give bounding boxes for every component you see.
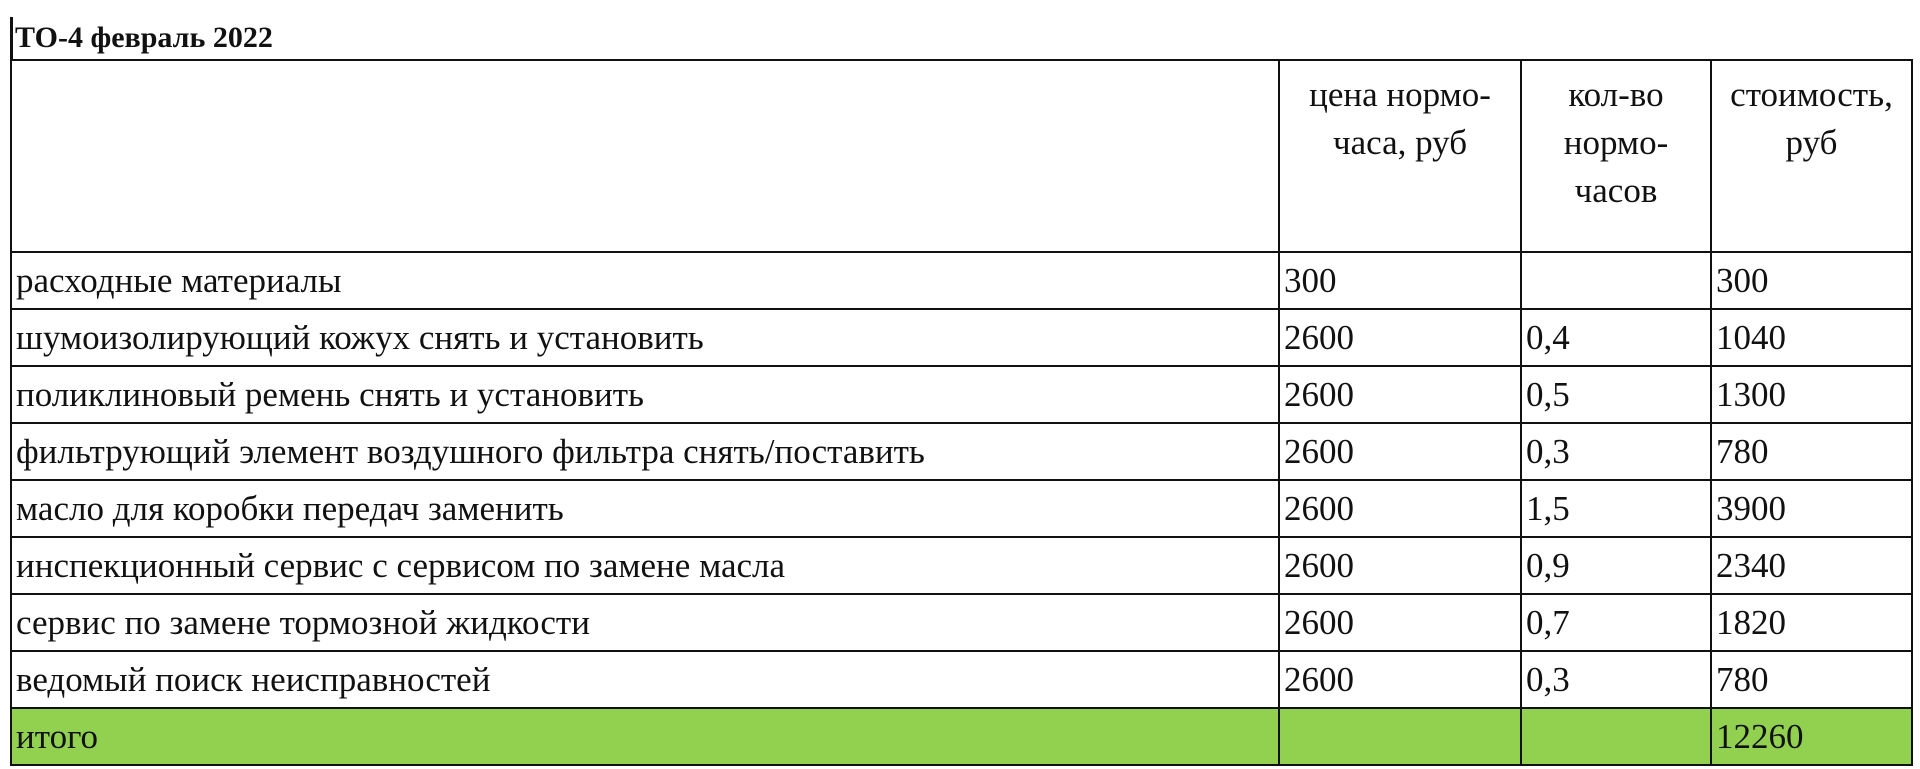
header-cell-price[interactable]: цена нормо-часа, руб — [1279, 60, 1521, 252]
table-row — [11, 309, 1912, 366]
header-cell-description[interactable] — [11, 60, 1279, 252]
table-row — [11, 366, 1912, 423]
cell-price[interactable]: 2600 — [1279, 309, 1521, 366]
cell-hours[interactable]: 0,3 — [1521, 423, 1711, 480]
cell-price[interactable]: 2600 — [1279, 651, 1521, 708]
cell-name[interactable]: ведомый поиск неисправностей — [11, 651, 1279, 708]
cell-name[interactable]: масло для коробки передач заменить — [11, 480, 1279, 537]
total-hours-cell[interactable] — [1521, 708, 1711, 765]
cell-price[interactable]: 2600 — [1279, 480, 1521, 537]
cell-name[interactable]: инспекционный сервис с сервисом по замене масла — [11, 537, 1279, 594]
cell-hours[interactable]: 0,9 — [1521, 537, 1711, 594]
header-cell-cost[interactable]: стоимость, руб — [1711, 60, 1912, 252]
cell-cost[interactable]: 3900 — [1711, 480, 1912, 537]
cell-price[interactable]: 2600 — [1279, 423, 1521, 480]
cell-cost[interactable]: 1300 — [1711, 366, 1912, 423]
table-row — [11, 480, 1912, 537]
cell-cost[interactable]: 1040 — [1711, 309, 1912, 366]
cell-hours[interactable]: 0,4 — [1521, 309, 1711, 366]
table-row — [11, 423, 1912, 480]
total-cost-cell[interactable]: 12260 — [1711, 708, 1912, 765]
cell-name[interactable]: расходные материалы — [11, 252, 1279, 309]
cell-hours[interactable]: 0,5 — [1521, 366, 1711, 423]
table-row — [11, 537, 1912, 594]
cell-price[interactable]: 2600 — [1279, 366, 1521, 423]
cell-hours[interactable]: 1,5 — [1521, 480, 1711, 537]
cell-price[interactable]: 2600 — [1279, 594, 1521, 651]
cell-hours[interactable]: 0,7 — [1521, 594, 1711, 651]
cell-cost[interactable]: 780 — [1711, 651, 1912, 708]
sheet-title[interactable]: ТО-4 февраль 2022 — [10, 17, 1910, 59]
table-row — [11, 651, 1912, 708]
table-row — [11, 594, 1912, 651]
cell-name[interactable]: шумоизолирующий кожух снять и установить — [11, 309, 1279, 366]
table-row — [11, 252, 1912, 309]
cell-hours[interactable] — [1521, 252, 1711, 309]
cell-name[interactable]: сервис по замене тормозной жидкости — [11, 594, 1279, 651]
cell-price[interactable]: 2600 — [1279, 537, 1521, 594]
cell-cost[interactable]: 780 — [1711, 423, 1912, 480]
cell-cost[interactable]: 1820 — [1711, 594, 1912, 651]
total-label-cell[interactable]: итого — [11, 708, 1279, 765]
total-price-cell[interactable] — [1279, 708, 1521, 765]
header-row — [11, 60, 1912, 252]
total-row — [11, 708, 1912, 765]
cell-cost[interactable]: 2340 — [1711, 537, 1912, 594]
header-cell-hours[interactable]: кол-во нормо-часов — [1521, 60, 1711, 252]
cell-name[interactable]: фильтрующий элемент воздушного фильтра снять/поставить — [11, 423, 1279, 480]
cell-hours[interactable]: 0,3 — [1521, 651, 1711, 708]
cost-table — [10, 59, 1913, 766]
cell-name[interactable]: поликлиновый ремень снять и установить — [11, 366, 1279, 423]
cell-cost[interactable]: 300 — [1711, 252, 1912, 309]
cell-price[interactable]: 300 — [1279, 252, 1521, 309]
